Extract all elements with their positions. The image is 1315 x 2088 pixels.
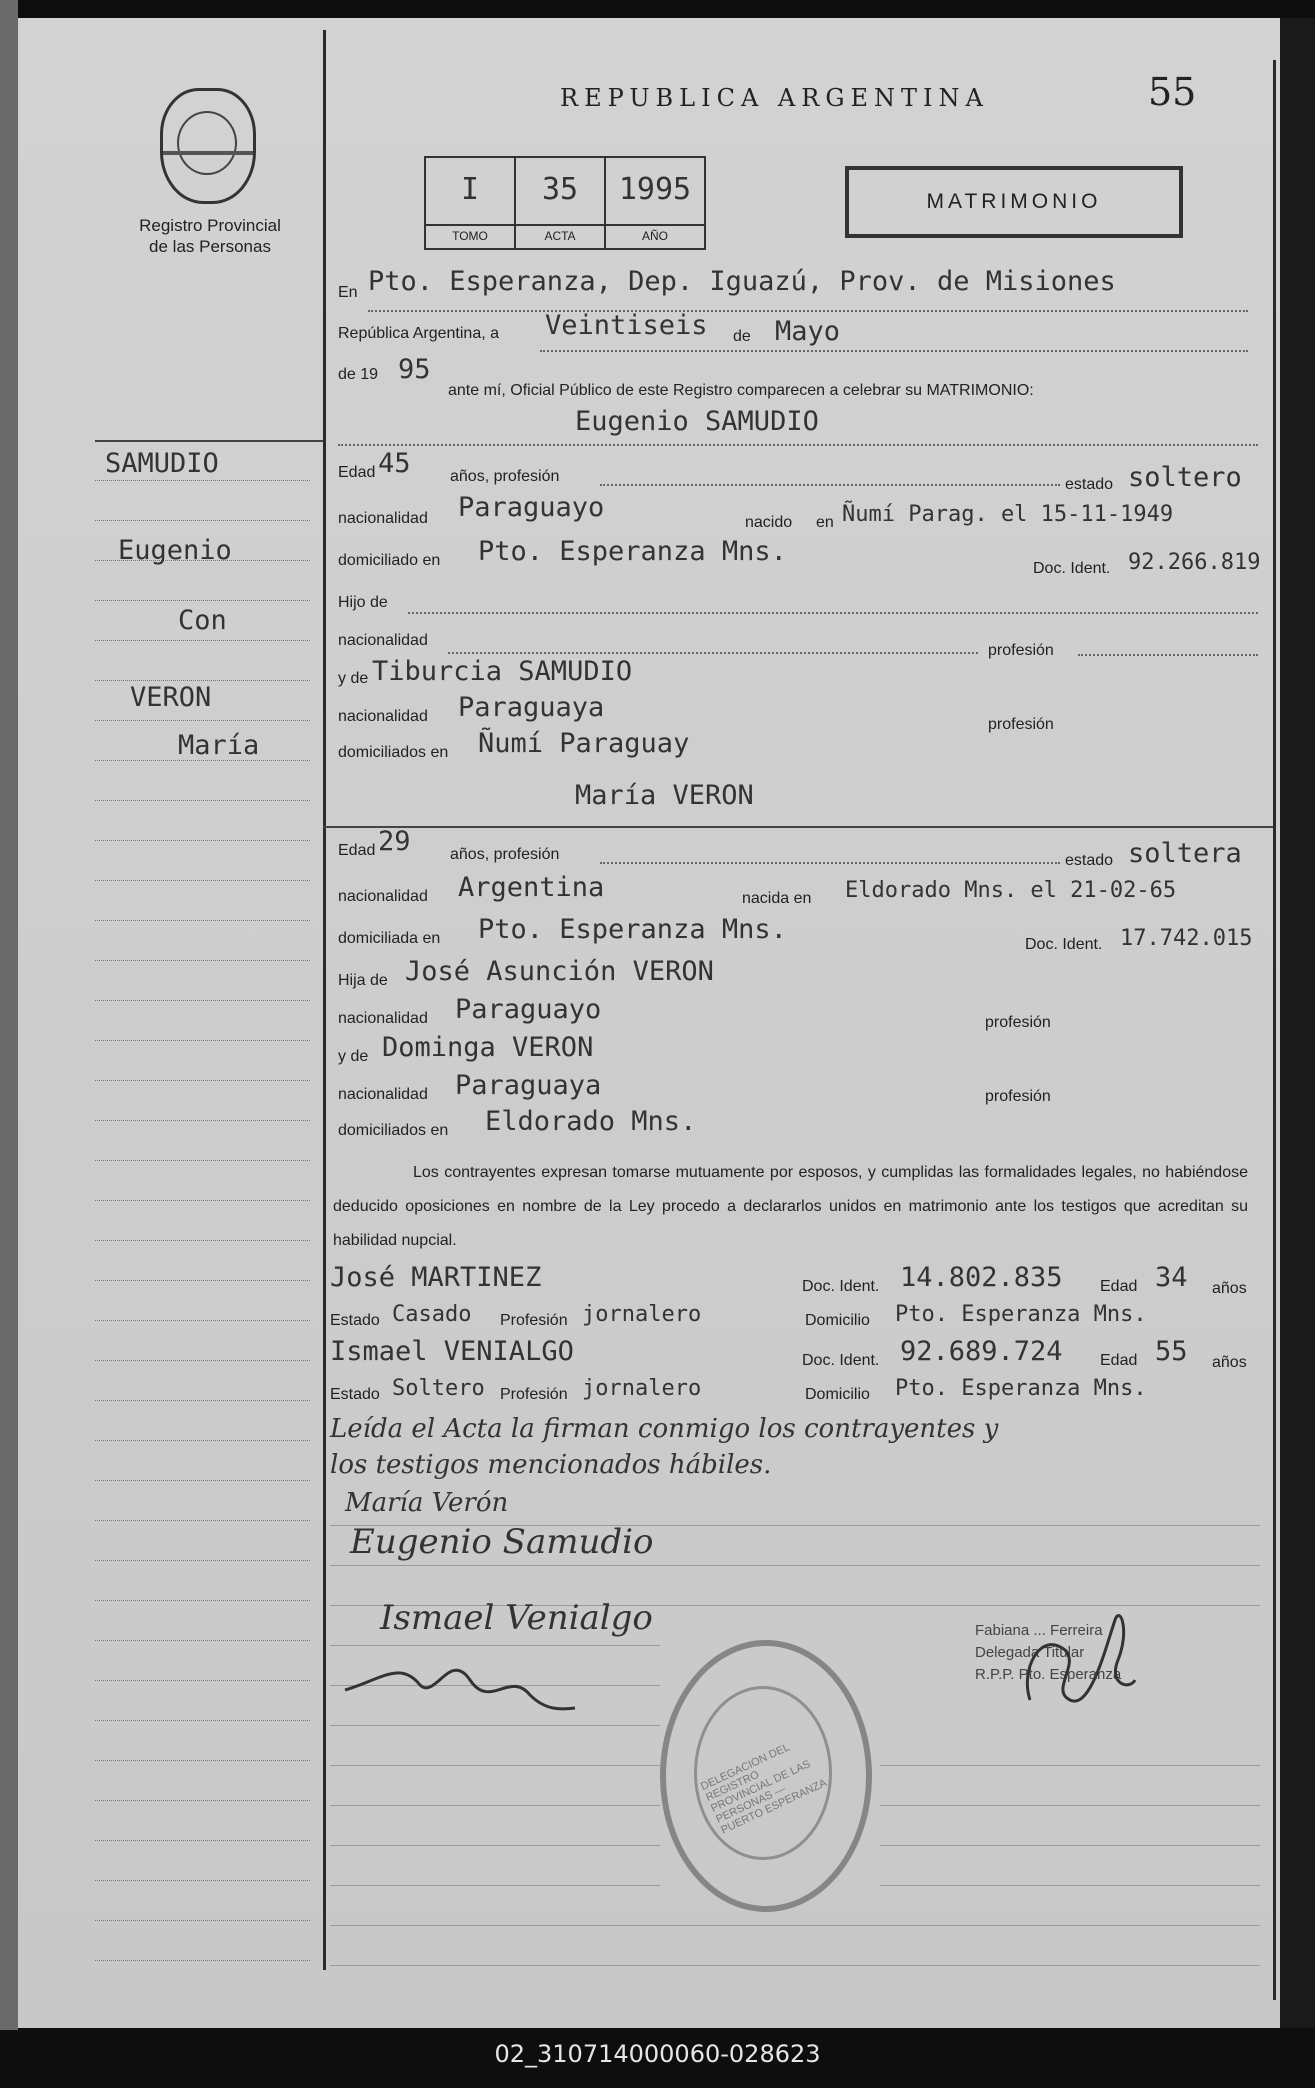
groom-padres-dom: Ñumí Paraguay [478, 728, 690, 759]
witness1-profesion: jornalero [582, 1302, 702, 1327]
groom-madre-nac: Paraguaya [458, 692, 605, 723]
witness2-doc-label: Doc. Ident. [802, 1352, 880, 1369]
witness1-estado-label: Estado [330, 1312, 380, 1329]
declaration-text: Los contrayentes expresan tomarse mutuamente por esposos, y cumplidas las formalidades legales, no habiéndose deducido oposiciones en nombre de la Ley procedo a declararlos unidos en matrimonio ante los testigos que acreditan su habilidad nupcial. [333, 1164, 1248, 1249]
right-border [1273, 60, 1276, 2000]
groom-name: Eugenio SAMUDIO [575, 406, 819, 437]
bride-edad-label: Edad [338, 842, 376, 859]
record-type-box: MATRIMONIO [845, 166, 1183, 238]
bride-hija-label: Hija de [338, 972, 388, 989]
groom-doc-label: Doc. Ident. [1033, 560, 1111, 577]
groom-nacionalidad-label: nacionalidad [338, 510, 428, 527]
signature-scribble [340, 1640, 580, 1720]
signature-groom: Eugenio Samudio [350, 1522, 654, 1562]
bride-yde-label: y de [338, 1048, 369, 1065]
witness1-estado: Casado [392, 1302, 472, 1327]
witness2-profesion: jornalero [582, 1376, 702, 1401]
witness1-edad-label: Edad [1100, 1278, 1138, 1295]
groom-nacido-label: nacido [745, 514, 793, 531]
groom-madre-nac-label: nacionalidad [338, 708, 428, 725]
groom-nacido: Ñumí Parag. el 15-11-1949 [842, 502, 1174, 527]
margin-bride-surname: VERON [130, 682, 212, 713]
groom-estado: soltero [1128, 462, 1242, 493]
tomo-value: I [460, 172, 480, 207]
stamp-text: DELEGACION DEL REGISTRO PROVINCIAL DE LAS PERSONAS — PUERTO ESPERANZA [698, 1741, 829, 1837]
acta-cell [516, 158, 606, 248]
witness1-profesion-label: Profesión [500, 1312, 568, 1329]
officer-seal-line3: R.P.P. Pto. Esperanza [975, 1666, 1122, 1683]
witness1-edad: 34 [1155, 1262, 1188, 1293]
bride-madre: Dominga VERON [382, 1032, 594, 1063]
margin-con: Con [178, 605, 227, 636]
registry-name-line2: de las Personas [149, 237, 271, 256]
registry-name [110, 215, 310, 257]
witness1-anos-label: años [1212, 1280, 1247, 1297]
signature-witness: Ismael Venialgo [380, 1598, 653, 1638]
bride-profesion-label: años, profesión [450, 846, 560, 863]
year-suffix: 95 [398, 354, 431, 385]
de-label: de [733, 328, 751, 345]
groom-padres-dom-label: domiciliados en [338, 744, 449, 761]
groom-bride-divider [323, 826, 1273, 828]
page-title: REPUBLICA ARGENTINA [560, 84, 989, 112]
bride-nacida-label: nacida en [742, 890, 812, 907]
bride-doc-label: Doc. Ident. [1025, 936, 1103, 953]
bride-nacionalidad-label: nacionalidad [338, 888, 428, 905]
closing-line2: los testigos mencionados hábiles. [330, 1450, 772, 1480]
ano-cell [606, 158, 704, 248]
witness2-name: Ismael VENIALGO [330, 1336, 574, 1367]
groom-domicilio: Pto. Esperanza Mns. [478, 536, 787, 567]
groom-edad-label: Edad [338, 464, 376, 481]
acta-label: ACTA [516, 224, 604, 243]
groom-en-label: en [816, 514, 834, 531]
officer-signature [1010, 1590, 1140, 1720]
groom-doc: 92.266.819 [1128, 550, 1261, 575]
closing-line1: Leída el Acta la firman conmigo los contrayentes y [330, 1414, 999, 1444]
tomo-cell [426, 158, 516, 248]
bride-padre-profesion-label: profesión [985, 1014, 1051, 1031]
comparecen-text: ante mí, Oficial Público de este Registro comparecen a celebrar su MATRIMONIO: [448, 382, 1034, 399]
margin-given-name: Eugenio [118, 535, 232, 566]
bride-padre-nac-label: nacionalidad [338, 1010, 428, 1027]
groom-profesion-label: años, profesión [450, 468, 560, 485]
day-value: Veintiseis [545, 310, 708, 341]
bride-madre-profesion-label: profesión [985, 1088, 1051, 1105]
officer-seal-line1: Fabiana ... Ferreira [975, 1622, 1103, 1639]
witness2-estado-label: Estado [330, 1386, 380, 1403]
witness2-profesion-label: Profesión [500, 1386, 568, 1403]
book-spine [0, 0, 18, 2030]
place-value: Pto. Esperanza, Dep. Iguazú, Prov. de Misiones [368, 266, 1116, 297]
year-prefix: de 19 [338, 366, 379, 383]
groom-padre-nac-label: nacionalidad [338, 632, 428, 649]
groom-padre-profesion-label: profesión [988, 642, 1054, 659]
bride-padre: José Asunción VERON [405, 956, 714, 987]
registry-box [424, 156, 706, 250]
margin-surname: SAMUDIO [105, 448, 219, 479]
witness2-anos-label: años [1212, 1354, 1247, 1371]
officer-seal-line2: Delegada Titular [975, 1644, 1085, 1661]
bride-madre-nac: Paraguaya [455, 1070, 602, 1101]
witness1-doc: 14.802.835 [900, 1262, 1063, 1293]
bride-estado: soltera [1128, 838, 1242, 869]
witness2-estado: Soltero [392, 1376, 485, 1401]
left-column-divider [323, 30, 326, 1970]
margin-divider [95, 440, 323, 442]
groom-estado-label: estado [1065, 476, 1114, 493]
groom-madre: Tiburcia SAMUDIO [372, 656, 633, 687]
bride-name: María VERON [575, 780, 754, 811]
bride-edad: 29 [378, 826, 411, 857]
signature-bride: María Verón [345, 1488, 509, 1518]
republica-label: República Argentina, a [338, 325, 499, 342]
bride-domicilio: Pto. Esperanza Mns. [478, 914, 787, 945]
witness2-domicilio-label: Domicilio [805, 1386, 870, 1403]
witness2-domicilio: Pto. Esperanza Mns. [895, 1376, 1147, 1401]
bride-estado-label: estado [1065, 852, 1114, 869]
witness2-edad-label: Edad [1100, 1352, 1138, 1369]
witness1-doc-label: Doc. Ident. [802, 1278, 880, 1295]
groom-nacionalidad: Paraguayo [458, 492, 605, 523]
registry-stamp [660, 1640, 872, 1912]
registry-name-line1: Registro Provincial [139, 216, 281, 235]
margin-bride-name: María [178, 730, 260, 761]
bride-padre-nac: Paraguayo [455, 994, 602, 1025]
tomo-label: TOMO [426, 224, 514, 243]
file-id-footer: 02_310714000060-028623 [494, 2040, 821, 2068]
bride-nacionalidad: Argentina [458, 872, 605, 903]
coat-of-arms-emblem [160, 88, 256, 204]
bride-padres-dom: Eldorado Mns. [485, 1106, 697, 1137]
groom-hijo-label: Hijo de [338, 594, 388, 611]
witness1-name: José MARTINEZ [330, 1262, 542, 1293]
bride-padres-dom-label: domiciliados en [338, 1122, 449, 1139]
witness1-domicilio: Pto. Esperanza Mns. [895, 1302, 1147, 1327]
bride-domicilio-label: domiciliada en [338, 930, 441, 947]
ano-value: 1995 [618, 172, 692, 207]
groom-edad: 45 [378, 448, 411, 479]
witness2-doc: 92.689.724 [900, 1336, 1063, 1367]
page-edge [1280, 18, 1315, 2028]
bride-doc: 17.742.015 [1120, 926, 1253, 951]
month-value: Mayo [775, 316, 841, 347]
groom-domicilio-label: domiciliado en [338, 552, 441, 569]
acta-value: 35 [541, 172, 579, 207]
groom-yde-label: y de [338, 670, 369, 687]
witness2-edad: 55 [1155, 1336, 1188, 1367]
witness1-domicilio-label: Domicilio [805, 1312, 870, 1329]
bride-madre-nac-label: nacionalidad [338, 1086, 428, 1103]
ano-label: AÑO [606, 224, 704, 243]
page-number: 55 [1148, 70, 1197, 114]
groom-madre-profesion-label: profesión [988, 716, 1054, 733]
en-label: En [338, 284, 358, 301]
bride-nacida: Eldorado Mns. el 21-02-65 [845, 878, 1177, 903]
